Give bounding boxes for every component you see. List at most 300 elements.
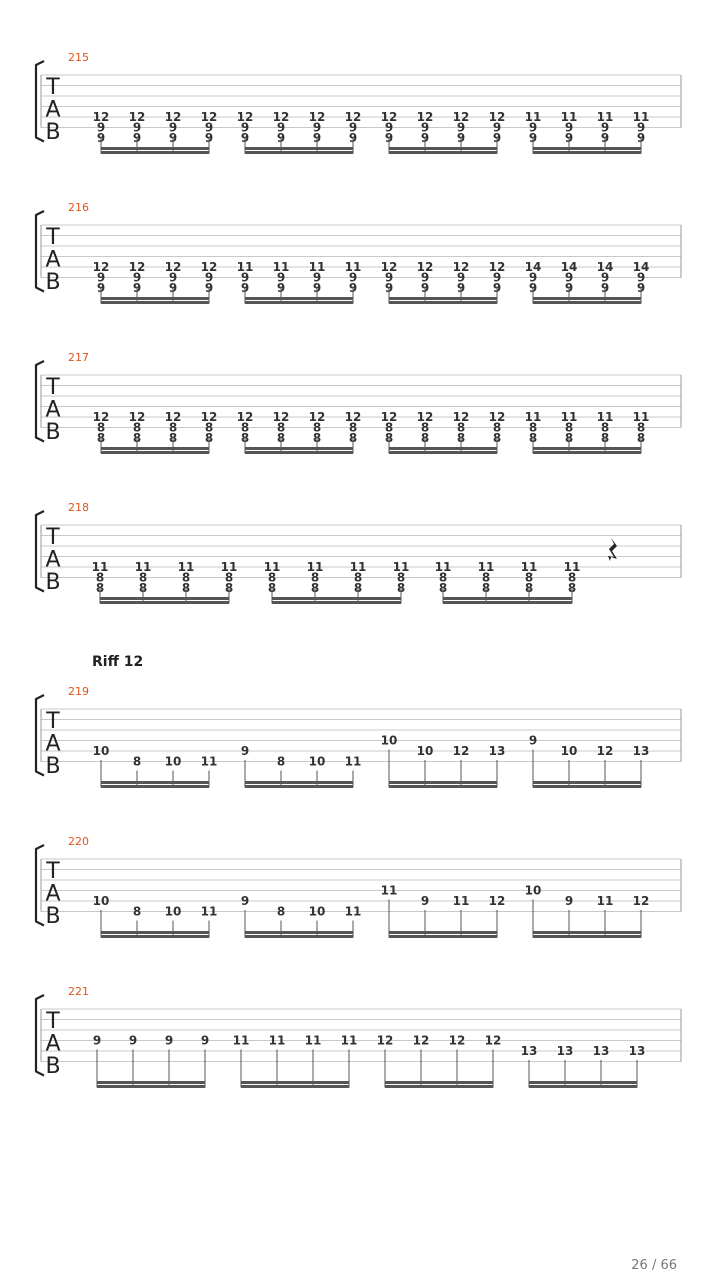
beam (101, 297, 209, 300)
fret-number: 11 (304, 1033, 322, 1048)
fret-number: 12 (452, 410, 470, 424)
fret-number: 8 (353, 570, 363, 585)
beam (389, 151, 497, 154)
fret-number: 9 (564, 894, 574, 908)
fret-number: 9 (276, 120, 286, 135)
fret-number: 8 (524, 570, 534, 585)
fret-number: 8 (276, 431, 286, 445)
fret-number: 8 (492, 431, 502, 445)
fret-number: 12 (344, 110, 362, 124)
fret-number: 8 (492, 420, 502, 435)
fret-number: 9 (420, 270, 430, 285)
beam (533, 785, 641, 788)
fret-number: 12 (272, 110, 290, 124)
fret-number: 8 (168, 431, 178, 445)
fret-number: 9 (276, 281, 286, 295)
fret-number: 11 (200, 754, 218, 769)
beam (101, 151, 209, 154)
fret-number: 9 (564, 281, 574, 295)
beam (533, 151, 641, 154)
fret-number: 11 (524, 410, 542, 424)
beam (245, 931, 353, 934)
fret-number: 9 (168, 120, 178, 135)
fret-number: 9 (384, 281, 394, 295)
fret-number: 12 (128, 410, 146, 424)
fret-number: 9 (384, 131, 394, 145)
fret-number: 11 (268, 1033, 286, 1048)
fret-number: 12 (200, 110, 218, 124)
fret-number: 12 (416, 410, 434, 424)
fret-number: 12 (128, 260, 146, 274)
fret-number: 9 (312, 131, 322, 145)
fret-number: 11 (272, 260, 290, 274)
fret-number: 11 (220, 560, 238, 574)
fret-number: 9 (132, 281, 142, 295)
fret-number: 9 (384, 120, 394, 135)
beam (245, 935, 353, 938)
fret-number: 8 (310, 581, 320, 595)
fret-number: 11 (308, 260, 326, 274)
fret-number: 9 (420, 894, 430, 908)
fret-number: 11 (177, 560, 195, 574)
fret-number: 9 (204, 281, 214, 295)
beam (533, 301, 641, 304)
fret-number: 13 (556, 1044, 574, 1058)
fret-number: 14 (596, 260, 614, 274)
fret-number: 8 (456, 431, 466, 445)
fret-number: 9 (240, 270, 250, 285)
fret-number: 9 (492, 131, 502, 145)
tab-clef-letter: T (46, 1009, 60, 1034)
tab-clef-letter: B (45, 754, 61, 779)
tab-clef-letter: B (45, 1054, 61, 1079)
page-number: 26 / 66 (631, 1258, 677, 1273)
tab-clef-letter: A (45, 731, 61, 757)
fret-number: 12 (308, 110, 326, 124)
fret-number: 9 (240, 281, 250, 295)
system-bracket (36, 695, 44, 776)
tab-clef-letter: B (45, 420, 61, 445)
beam (533, 147, 641, 150)
tab-clef-letter: A (45, 397, 61, 423)
fret-number: 10 (164, 904, 182, 919)
fret-number: 12 (416, 260, 434, 274)
fret-number: 8 (348, 431, 358, 445)
tab-clef-letter: A (45, 247, 61, 273)
beam (245, 451, 353, 454)
tab-clef-letter: A (45, 881, 61, 907)
beam (245, 301, 353, 304)
fret-number: 10 (92, 744, 110, 758)
beam (241, 1085, 349, 1088)
fret-number: 11 (349, 560, 367, 574)
beam (389, 935, 497, 938)
beam (529, 1085, 637, 1088)
fret-number: 8 (396, 581, 406, 595)
beam (97, 1085, 205, 1088)
section-label: Riff 12 (92, 654, 144, 670)
fret-number: 8 (528, 431, 538, 445)
fret-number: 8 (224, 581, 234, 595)
fret-number: 11 (434, 560, 452, 574)
fret-number: 8 (420, 420, 430, 435)
fret-number: 11 (236, 260, 254, 274)
fret-number: 9 (204, 120, 214, 135)
fret-number: 9 (312, 281, 322, 295)
fret-number: 9 (600, 131, 610, 145)
fret-number: 9 (420, 281, 430, 295)
fret-number: 11 (560, 110, 578, 124)
fret-number: 12 (596, 744, 614, 758)
fret-number: 9 (348, 270, 358, 285)
fret-number: 11 (596, 110, 614, 124)
fret-number: 9 (348, 281, 358, 295)
measure-number: 216 (68, 201, 89, 214)
tab-clef-letter: B (45, 270, 61, 295)
fret-number: 12 (416, 110, 434, 124)
measure-number: 217 (68, 351, 89, 364)
beam (272, 597, 401, 600)
fret-number: 12 (376, 1033, 394, 1048)
beam (101, 447, 209, 450)
measure-number: 219 (68, 685, 89, 698)
tab-system (36, 695, 681, 788)
fret-number: 8 (312, 420, 322, 435)
fret-number: 11 (200, 904, 218, 919)
fret-number: 8 (181, 581, 191, 595)
fret-number: 8 (481, 581, 491, 595)
fret-number: 9 (420, 131, 430, 145)
fret-number: 8 (310, 570, 320, 585)
fret-number: 8 (348, 420, 358, 435)
beam (533, 781, 641, 784)
fret-number: 14 (632, 260, 650, 274)
fret-number: 11 (380, 883, 398, 898)
fret-number: 9 (96, 270, 106, 285)
fret-number: 12 (236, 410, 254, 424)
tab-system (36, 995, 681, 1088)
fret-number: 12 (272, 410, 290, 424)
fret-number: 8 (267, 570, 277, 585)
fret-number: 8 (224, 570, 234, 585)
beam (533, 447, 641, 450)
beam (533, 935, 641, 938)
fret-number: 13 (520, 1044, 538, 1058)
beam (389, 451, 497, 454)
system-bracket (36, 211, 44, 292)
fret-number: 10 (308, 754, 326, 769)
fret-number: 12 (236, 110, 254, 124)
fret-number: 11 (344, 904, 362, 919)
tab-clef-letter: A (45, 97, 61, 123)
fret-number: 9 (132, 270, 142, 285)
fret-number: 9 (492, 281, 502, 295)
fret-number: 8 (95, 581, 105, 595)
fret-number: 9 (456, 270, 466, 285)
beam (245, 785, 353, 788)
fret-number: 8 (384, 420, 394, 435)
fret-number: 9 (96, 131, 106, 145)
fret-number: 8 (132, 754, 142, 769)
tab-system (36, 845, 681, 938)
fret-number: 9 (600, 270, 610, 285)
fret-number: 11 (524, 110, 542, 124)
fret-number: 9 (168, 131, 178, 145)
fret-number: 8 (240, 431, 250, 445)
fret-number: 9 (200, 1033, 210, 1048)
fret-number: 9 (456, 120, 466, 135)
beam (101, 451, 209, 454)
fret-number: 8 (420, 431, 430, 445)
fret-number: 8 (267, 581, 277, 595)
fret-number: 9 (600, 281, 610, 295)
fret-number: 11 (232, 1033, 250, 1048)
fret-number: 8 (564, 420, 574, 435)
beam (443, 601, 572, 604)
fret-number: 11 (340, 1033, 358, 1048)
fret-number: 12 (488, 894, 506, 908)
fret-number: 8 (438, 570, 448, 585)
fret-number: 11 (563, 560, 581, 574)
fret-number: 13 (632, 744, 650, 758)
fret-number: 9 (312, 270, 322, 285)
tab-system (36, 511, 681, 604)
fret-number: 9 (528, 270, 538, 285)
beam (533, 931, 641, 934)
fret-number: 9 (456, 281, 466, 295)
beam (245, 297, 353, 300)
system-bracket (36, 845, 44, 926)
beam (533, 451, 641, 454)
fret-number: 8 (528, 420, 538, 435)
fret-number: 12 (344, 410, 362, 424)
fret-number: 8 (481, 570, 491, 585)
fret-number: 12 (488, 110, 506, 124)
fret-number: 12 (380, 260, 398, 274)
fret-number: 9 (456, 131, 466, 145)
tab-clef-letter: A (45, 547, 61, 573)
beam (389, 147, 497, 150)
fret-number: 9 (600, 120, 610, 135)
beam (389, 931, 497, 934)
fret-number: 9 (528, 281, 538, 295)
fret-number: 8 (636, 420, 646, 435)
beam (101, 931, 209, 934)
fret-number: 9 (276, 270, 286, 285)
fret-number: 8 (312, 431, 322, 445)
fret-number: 12 (164, 260, 182, 274)
fret-number: 12 (92, 110, 110, 124)
tab-clef-letter: T (46, 75, 60, 100)
measure-number: 218 (68, 501, 89, 514)
tab-clef-letter: T (46, 709, 60, 734)
fret-number: 9 (384, 270, 394, 285)
tab-clef-letter: B (45, 120, 61, 145)
system-bracket (36, 61, 44, 142)
fret-number: 14 (524, 260, 542, 274)
fret-number: 11 (306, 560, 324, 574)
fret-number: 11 (596, 410, 614, 424)
fret-number: 9 (168, 281, 178, 295)
fret-number: 8 (168, 420, 178, 435)
fret-number: 14 (560, 260, 578, 274)
fret-number: 8 (95, 570, 105, 585)
beam (100, 597, 229, 600)
fret-number: 9 (564, 120, 574, 135)
fret-number: 8 (240, 420, 250, 435)
fret-number: 10 (524, 883, 542, 898)
beam (241, 1081, 349, 1084)
fret-number: 8 (138, 581, 148, 595)
tab-clef-letter: B (45, 904, 61, 929)
fret-number: 8 (567, 581, 577, 595)
fret-number: 9 (92, 1033, 102, 1048)
beam (533, 297, 641, 300)
fret-number: 12 (380, 110, 398, 124)
fret-number: 11 (452, 894, 470, 908)
fret-number: 8 (96, 431, 106, 445)
fret-number: 8 (524, 581, 534, 595)
fret-number: 11 (477, 560, 495, 574)
fret-number: 8 (564, 431, 574, 445)
fret-number: 9 (492, 270, 502, 285)
fret-number: 8 (600, 420, 610, 435)
fret-number: 8 (384, 431, 394, 445)
fret-number: 8 (438, 581, 448, 595)
fret-number: 9 (348, 131, 358, 145)
fret-number: 11 (632, 410, 650, 424)
fret-number: 12 (412, 1033, 430, 1048)
fret-number: 12 (484, 1033, 502, 1048)
fret-number: 8 (96, 420, 106, 435)
fret-number: 12 (128, 110, 146, 124)
beam (101, 301, 209, 304)
tab-clef-letter: T (46, 225, 60, 250)
fret-number: 8 (353, 581, 363, 595)
fret-number: 9 (128, 1033, 138, 1048)
tab-clef-letter: B (45, 570, 61, 595)
fret-number: 11 (344, 260, 362, 274)
beam (101, 147, 209, 150)
system-bracket (36, 995, 44, 1076)
fret-number: 9 (168, 270, 178, 285)
fret-number: 13 (628, 1044, 646, 1058)
fret-number: 9 (564, 270, 574, 285)
fret-number: 9 (528, 120, 538, 135)
fret-number: 12 (488, 260, 506, 274)
fret-number: 13 (488, 744, 506, 758)
fret-number: 9 (132, 120, 142, 135)
beam (389, 781, 497, 784)
beam (389, 297, 497, 300)
fret-number: 11 (344, 754, 362, 769)
fret-number: 8 (204, 420, 214, 435)
fret-number: 9 (636, 270, 646, 285)
fret-number: 9 (204, 270, 214, 285)
fret-number: 12 (164, 110, 182, 124)
fret-number: 9 (636, 131, 646, 145)
fret-number: 10 (416, 744, 434, 758)
fret-number: 8 (132, 420, 142, 435)
fret-number: 8 (132, 904, 142, 919)
fret-number: 8 (276, 904, 286, 919)
fret-number: 9 (96, 281, 106, 295)
fret-number: 10 (380, 733, 398, 748)
tab-clef-letter: T (46, 859, 60, 884)
fret-number: 12 (200, 410, 218, 424)
tab-clef-letter: T (46, 525, 60, 550)
beam (272, 601, 401, 604)
beam (389, 785, 497, 788)
fret-number: 12 (632, 894, 650, 908)
fret-number: 11 (560, 410, 578, 424)
measure-number: 220 (68, 835, 89, 848)
fret-number: 10 (164, 754, 182, 769)
fret-number: 9 (636, 281, 646, 295)
fret-number: 8 (396, 570, 406, 585)
fret-number: 12 (308, 410, 326, 424)
tab-system (36, 61, 681, 154)
beam (245, 447, 353, 450)
fret-number: 10 (92, 894, 110, 908)
fret-number: 8 (456, 420, 466, 435)
fret-number: 11 (134, 560, 152, 574)
fret-number: 9 (636, 120, 646, 135)
fret-number: 8 (138, 570, 148, 585)
fret-number: 12 (380, 410, 398, 424)
fret-number: 8 (636, 431, 646, 445)
fret-number: 13 (592, 1044, 610, 1058)
measure-number: 215 (68, 51, 89, 64)
beam (100, 601, 229, 604)
fret-number: 12 (200, 260, 218, 274)
fret-number: 10 (560, 744, 578, 758)
fret-number: 9 (204, 131, 214, 145)
fret-number: 9 (528, 131, 538, 145)
tab-system (36, 361, 681, 454)
fret-number: 9 (348, 120, 358, 135)
fret-number: 11 (632, 110, 650, 124)
fret-number: 12 (452, 110, 470, 124)
fret-number: 12 (92, 410, 110, 424)
beam (101, 935, 209, 938)
fret-number: 9 (132, 131, 142, 145)
fret-number: 9 (420, 120, 430, 135)
fret-number: 8 (276, 754, 286, 769)
fret-number: 12 (452, 744, 470, 758)
beam (245, 151, 353, 154)
fret-number: 9 (240, 744, 250, 758)
fret-number: 9 (276, 131, 286, 145)
beam (245, 147, 353, 150)
system-bracket (36, 361, 44, 442)
quarter-rest-icon (608, 538, 617, 561)
fret-number: 12 (452, 260, 470, 274)
fret-number: 12 (164, 410, 182, 424)
fret-number: 8 (132, 431, 142, 445)
fret-number: 9 (96, 120, 106, 135)
fret-number: 10 (308, 904, 326, 919)
beam (101, 781, 209, 784)
fret-number: 12 (448, 1033, 466, 1048)
fret-number: 9 (164, 1033, 174, 1048)
beam (389, 447, 497, 450)
tab-clef-letter: T (46, 375, 60, 400)
fret-number: 8 (181, 570, 191, 585)
beam (443, 597, 572, 600)
fret-number: 12 (92, 260, 110, 274)
fret-number: 12 (488, 410, 506, 424)
